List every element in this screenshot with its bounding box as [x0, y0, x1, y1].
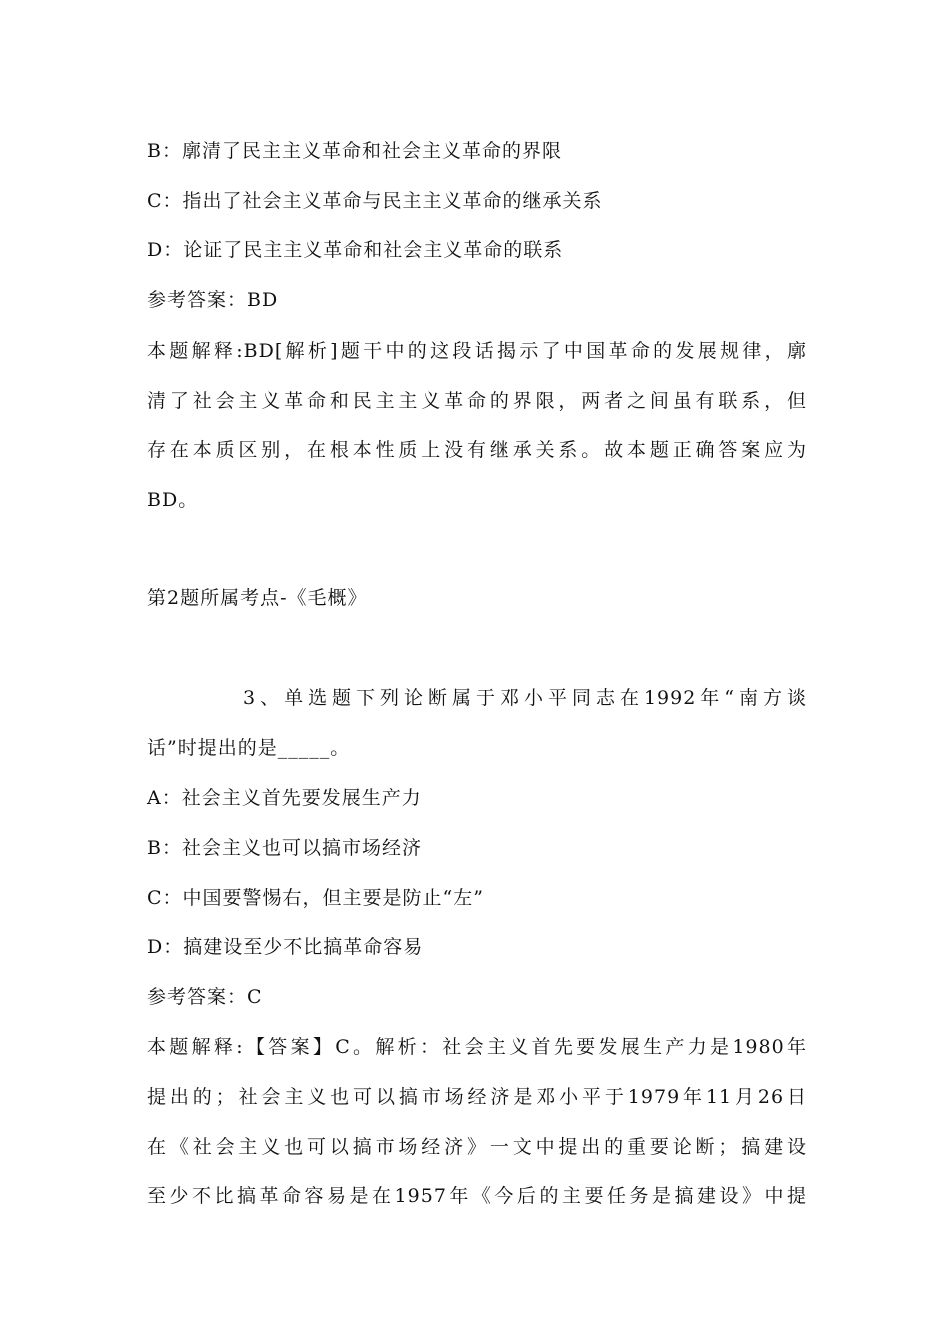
q1-explanation-line: 存在本质区别，在根本性质上没有继承关系。故本题正确答案应为	[147, 439, 807, 461]
q3-answer: 参考答案：C	[147, 986, 263, 1008]
q3-option-a: A：社会主义首先要发展生产力	[147, 787, 422, 809]
q3-explanation-line: 在《社会主义也可以搞市场经济》一文中提出的重要论断；搞建设	[147, 1136, 807, 1158]
q3-explanation-line: 本题解释:【答案】C。解析：社会主义首先要发展生产力是1980年	[147, 1036, 807, 1058]
q1-option-b: B：廓清了民主主义革命和社会主义革命的界限	[147, 140, 562, 162]
q3-option-b: B：社会主义也可以搞市场经济	[147, 837, 422, 859]
q1-explanation-line: 清了社会主义革命和民主主义革命的界限，两者之间虽有联系，但	[147, 390, 807, 412]
q3-option-d: D：搞建设至少不比搞革命容易	[147, 936, 424, 958]
q3-explanation-line: 提出的；社会主义也可以搞市场经济是邓小平于1979年11月26日	[147, 1086, 807, 1108]
q3-stem-line: 话”时提出的是_____。	[147, 737, 351, 759]
q3-explanation-line: 至少不比搞革命容易是在1957年《今后的主要任务是搞建设》中提	[147, 1185, 807, 1207]
q1-option-c: C：指出了社会主义革命与民主主义革命的继承关系	[147, 190, 603, 212]
q1-explanation-line: BD。	[147, 489, 199, 511]
q3-option-c: C：中国要警惕右，但主要是防止“左”	[147, 887, 484, 909]
q1-answer: 参考答案：BD	[147, 289, 279, 311]
q3-stem-line: 3、单选题下列论断属于邓小平同志在1992年“南方谈	[243, 687, 807, 709]
q1-explanation-line: 本题解释:BD[解析]题干中的这段话揭示了中国革命的发展规律，廓	[147, 340, 807, 362]
q1-option-d: D：论证了民主主义革命和社会主义革命的联系	[147, 239, 564, 261]
section-note: 第2题所属考点-《毛概》	[147, 587, 368, 609]
